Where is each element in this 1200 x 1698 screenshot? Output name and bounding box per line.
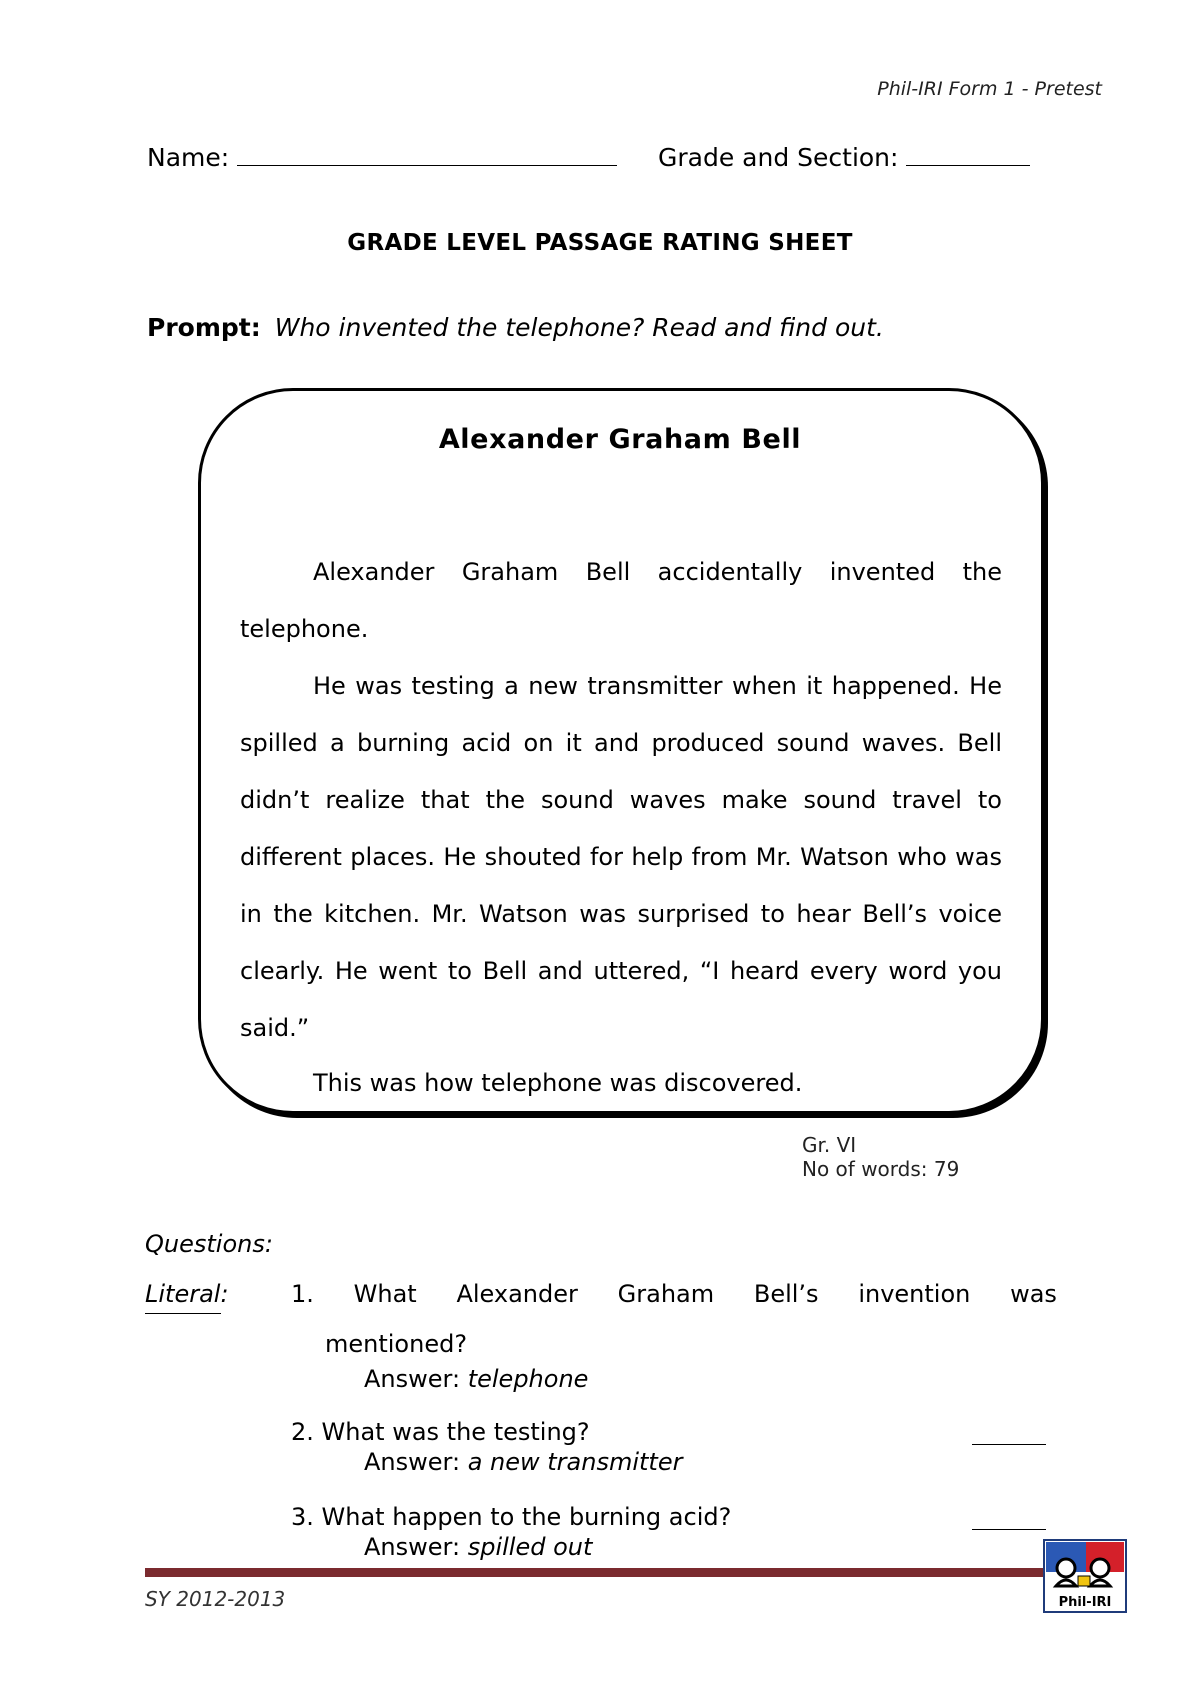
question-category: Literal: <box>145 1280 229 1308</box>
word-count: No of words: 79 <box>802 1157 960 1181</box>
answer-label: Answer: <box>364 1365 461 1393</box>
footer-bar <box>145 1568 1065 1577</box>
score-blank[interactable] <box>145 1313 221 1314</box>
page-title: GRADE LEVEL PASSAGE RATING SHEET <box>347 230 853 256</box>
question-3: 3. What happen to the burning acid? <box>291 1503 732 1531</box>
questions-heading: Questions: <box>145 1230 273 1258</box>
grade-section-field <box>658 143 1030 172</box>
passage-meta <box>802 1133 959 1181</box>
score-blank[interactable] <box>972 1529 1046 1530</box>
name-label: Name: <box>147 143 230 172</box>
question-word: Graham <box>617 1280 715 1308</box>
question-2: 2. What was the testing? <box>291 1418 590 1446</box>
passage-title: Alexander Graham Bell <box>438 424 802 455</box>
passage-body <box>240 544 1002 1112</box>
answer-text: telephone <box>467 1365 589 1393</box>
logo-text: Phil-IRI <box>1058 1595 1112 1610</box>
name-field <box>147 143 617 172</box>
phil-iri-logo-icon <box>1042 1538 1128 1614</box>
question-1 <box>291 1280 1057 1358</box>
grade-level: Gr. VI <box>802 1133 857 1157</box>
question-word: Alexander <box>456 1280 578 1308</box>
answer-text: spilled out <box>467 1533 593 1561</box>
school-year: SY 2012-2013 <box>145 1587 286 1611</box>
passage-paragraph: This was how telephone was discovered. <box>313 1069 803 1097</box>
name-blank[interactable] <box>237 143 617 166</box>
question-word: was <box>1010 1280 1057 1308</box>
answer-text: a new transmitter <box>467 1448 683 1476</box>
answer-2 <box>364 1448 682 1476</box>
answer-1 <box>364 1365 588 1393</box>
question-continuation: mentioned? <box>325 1330 468 1358</box>
form-label: Phil-IRI Form 1 - Pretest <box>877 78 1102 100</box>
passage-paragraph: He was testing a new transmitter when it happened. He spilled a burning acid on it and produced sound waves. Bell didn’t realize that the sound waves make sound travel to different places. He shouted for help from Mr. Watson who was in the kitchen. Mr. Watson was surprised to hear Bell’s voice clearly. He went to Bell and uttered, “I heard every word you said.” <box>240 672 1002 1042</box>
passage-paragraph: Alexander Graham Bell accidentally invented the telephone. <box>240 558 1002 643</box>
prompt-label: Prompt: <box>147 313 261 342</box>
score-blank[interactable] <box>972 1444 1046 1445</box>
answer-3 <box>364 1533 592 1561</box>
prompt <box>147 313 884 342</box>
prompt-text: Who invented the telephone? Read and find out. <box>274 313 884 342</box>
question-word: Bell’s <box>753 1280 819 1308</box>
answer-label: Answer: <box>364 1533 461 1561</box>
answer-label: Answer: <box>364 1448 461 1476</box>
question-word: What <box>353 1280 417 1308</box>
question-word: invention <box>858 1280 971 1308</box>
question-number: 1. <box>291 1280 314 1308</box>
grade-section-label: Grade and Section: <box>658 143 899 172</box>
grade-section-blank[interactable] <box>906 143 1030 166</box>
